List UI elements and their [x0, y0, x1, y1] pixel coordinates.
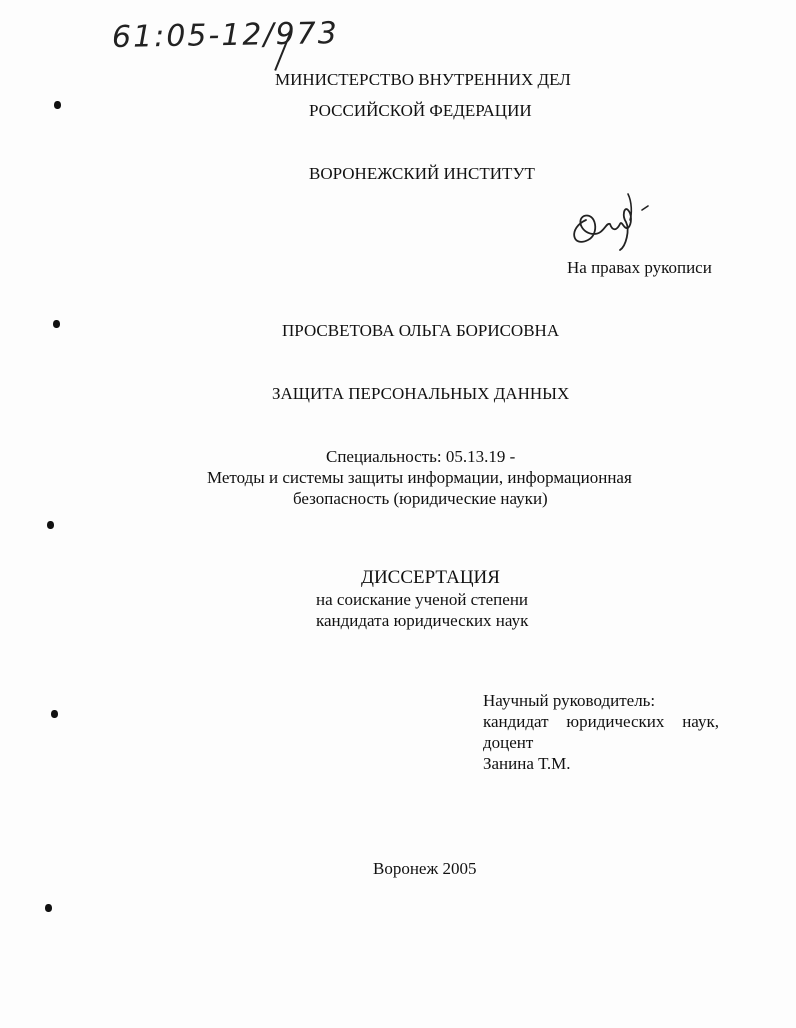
ministry-line-1: МИНИСТЕРСТВО ВНУТРЕННИХ ДЕЛ: [275, 70, 571, 89]
supervisor-label: Научный руководитель:: [483, 691, 656, 710]
ministry-line-2: РОССИЙСКОЙ ФЕДЕРАЦИИ: [309, 101, 532, 120]
binding-hole-mark: [54, 101, 61, 109]
institute-name: ВОРОНЕЖСКИЙ ИНСТИТУТ: [309, 164, 535, 183]
supervisor-rank: доцент: [483, 733, 534, 752]
supervisor-degree-word: кандидат: [483, 712, 549, 731]
author-name: ПРОСВЕТОВА ОЛЬГА БОРИСОВНА: [282, 321, 560, 340]
specialty-name-line-1: Методы и системы защиты информации, информационная: [207, 468, 632, 487]
binding-hole-mark: [45, 904, 52, 912]
archive-code-handwritten: 61:05-12/973: [111, 16, 340, 55]
supervisor-name: Занина Т.М.: [483, 754, 571, 773]
supervisor-degree: [483, 711, 719, 732]
place-and-year: Воронеж 2005: [373, 859, 477, 878]
specialty-code: Специальность: 05.13.19 -: [326, 447, 516, 466]
binding-hole-mark: [47, 521, 54, 529]
dissertation-heading: ДИССЕРТАЦИЯ: [361, 567, 500, 588]
binding-hole-mark: [51, 710, 58, 718]
binding-hole-mark: [53, 320, 60, 328]
degree-line-2: кандидата юридических наук: [316, 611, 529, 630]
specialty-name-line-2: безопасность (юридические науки): [293, 489, 548, 508]
manuscript-rights: На правах рукописи: [567, 258, 712, 277]
dissertation-title: ЗАЩИТА ПЕРСОНАЛЬНЫХ ДАННЫХ: [272, 384, 570, 403]
supervisor-degree-word: юридических: [566, 712, 665, 731]
supervisor-degree-word: наук,: [682, 712, 719, 731]
supervisor-block: [483, 690, 719, 774]
signature-mark: [566, 190, 656, 252]
degree-line-1: на соискание ученой степени: [316, 590, 529, 609]
